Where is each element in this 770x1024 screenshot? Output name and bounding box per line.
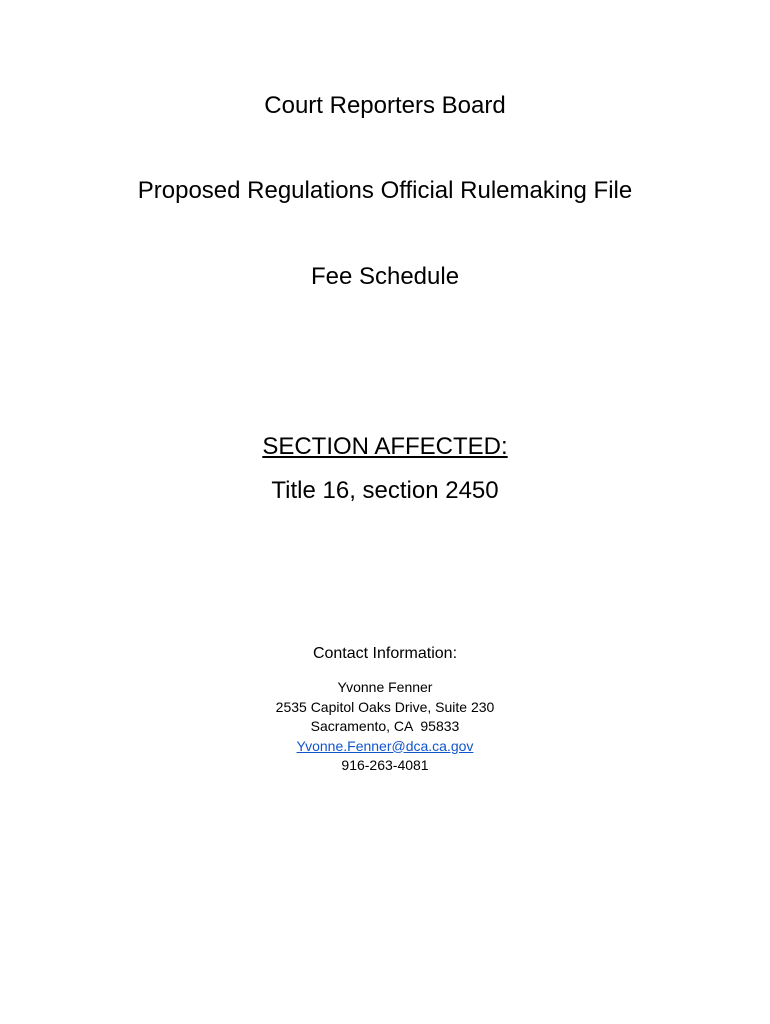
contact-heading: Contact Information: <box>312 645 458 662</box>
contact-phone: 916-263-4081 <box>341 757 429 773</box>
contact-details <box>0 678 770 776</box>
contact-email-row <box>0 737 770 757</box>
board-name: Court Reporters Board <box>264 92 506 119</box>
file-title: Proposed Regulations Official Rulemaking File <box>137 177 633 204</box>
section-affected-heading: SECTION AFFECTED: <box>262 433 508 460</box>
contact-address-line-2: Sacramento, CA 95833 <box>310 718 460 734</box>
contact-address-line-1: 2535 Capitol Oaks Drive, Suite 230 <box>275 698 495 715</box>
subject-title: Fee Schedule <box>310 263 460 290</box>
contact-name: Yvonne Fenner <box>337 679 433 695</box>
contact-email-link[interactable]: Yvonne.Fenner@dca.ca.gov <box>296 737 474 754</box>
section-affected-value: Title 16, section 2450 <box>271 477 499 504</box>
